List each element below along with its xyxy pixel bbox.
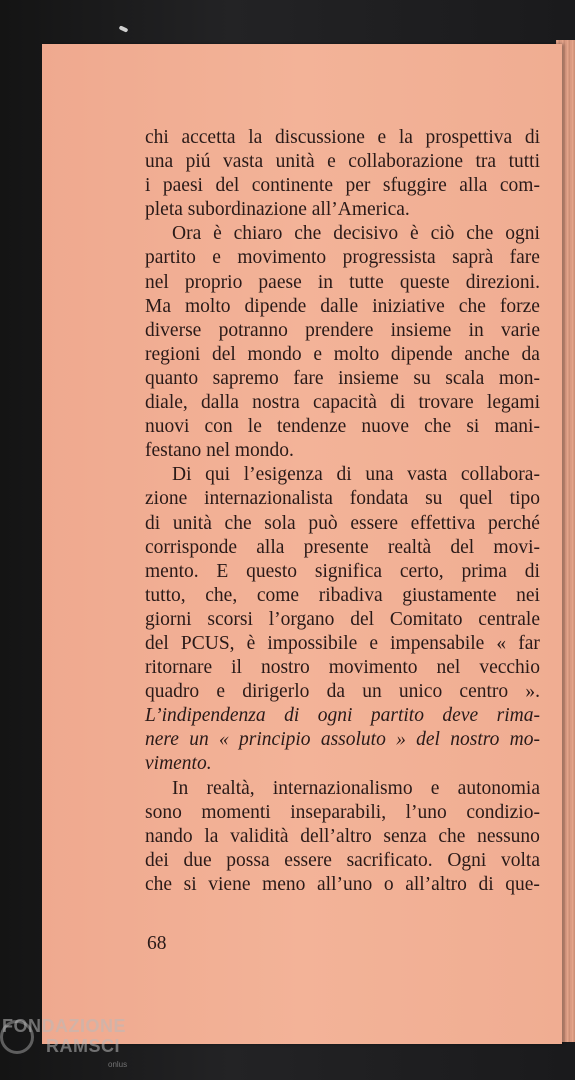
text-line: Ma molto dipende dalle iniziative che forze <box>145 295 540 317</box>
text-line: vimento. <box>145 753 212 775</box>
text-line: mento. E questo significa certo, prima di <box>145 560 540 582</box>
text-line: nel proprio paese in tutte queste direzioni. <box>145 271 540 293</box>
text-line: Di qui l’esigenza di una vasta collabora- <box>172 464 540 486</box>
text-line: tutto, che, come ribadiva giustamente nei <box>145 584 540 606</box>
text-line: L’indipendenza di ogni partito deve rima- <box>145 705 540 727</box>
page-number: 68 <box>147 933 167 954</box>
text-line: del PCUS, è impossibile e impensabile « far <box>145 632 540 654</box>
watermark-line2: RAMSCI <box>46 1036 120 1056</box>
text-line: i paesi del continente per sfuggire alla com- <box>145 175 540 197</box>
text-line: nuovi con le tendenze nuove che si mani- <box>145 416 540 438</box>
watermark-logo <box>2 1016 128 1069</box>
text-line: chi accetta la discussione e la prospettiva di <box>145 127 540 148</box>
text-line: dei due possa essere sacrificato. Ogni volta <box>145 849 540 871</box>
text-line: giorni scorsi l’organo del Comitato centrale <box>145 608 540 630</box>
watermark-line1: FONDAZIONE <box>2 1016 126 1036</box>
text-line: diverse potranno prendere insieme in varie <box>145 319 540 341</box>
text-line: In realtà, internazionalismo e autonomia <box>172 777 540 799</box>
text-line: quadro e dirigerlo da un unico centro ». <box>145 681 540 703</box>
body-text <box>145 126 540 897</box>
text-line: quanto sapremo fare insieme su scala mon- <box>145 367 540 389</box>
text-line: pleta subordinazione all’America. <box>145 199 410 221</box>
text-line: Ora è chiaro che decisivo è ciò che ogni <box>172 223 540 245</box>
text-line: sono momenti inseparabili, l’uno condizio- <box>145 801 540 823</box>
watermark-tag: onlus <box>108 1060 128 1069</box>
text-line: corrisponde alla presente realtà del movi- <box>145 536 540 558</box>
text-line: di unità che sola può essere effettiva perché <box>145 512 540 534</box>
text-line: una piú vasta unità e collaborazione tra tutti <box>145 151 540 173</box>
text-line: partito e movimento progressista saprà fare <box>145 247 540 269</box>
text-line: che si viene meno all’uno o all’altro di que- <box>145 873 540 895</box>
text-line: zione internazionalista fondata su quel tipo <box>145 488 540 510</box>
text-line: festano nel mondo. <box>145 440 294 462</box>
text-line: ritornare il nostro movimento nel vecchio <box>145 657 540 679</box>
text-line: diale, dalla nostra capacità di trovare legami <box>145 392 540 414</box>
text-line: nere un « principio assoluto » del nostro mo- <box>145 729 540 751</box>
text-line: nando la validità dell’altro senza che nessuno <box>145 825 540 847</box>
text-line: regioni del mondo e molto dipende anche da <box>145 343 540 365</box>
